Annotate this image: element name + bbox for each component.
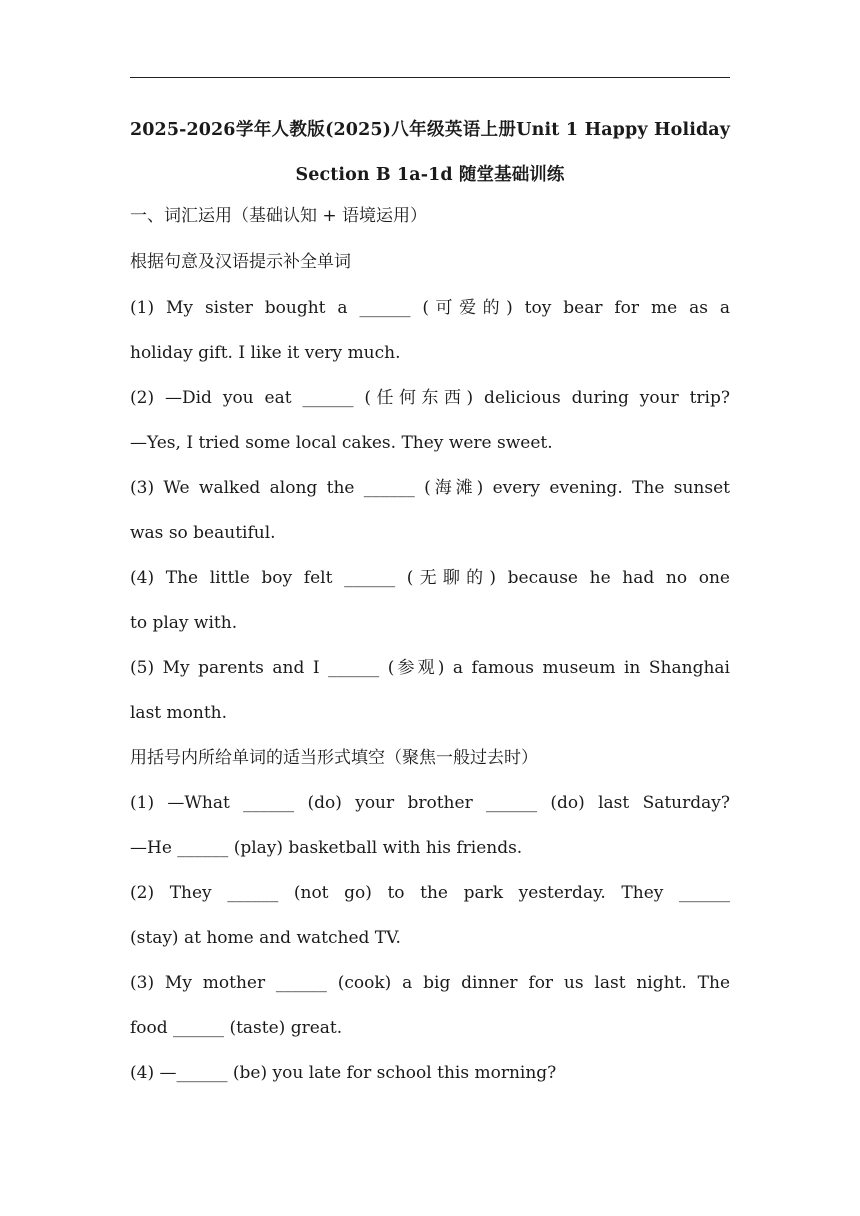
- question-a2-line1: (2) —Did you eat ______ (任何东西) delicious during your trip?: [130, 388, 730, 408]
- part-a-instruction: 根据句意及汉语提示补全单词: [130, 252, 351, 272]
- question-b2-line2: (stay) at home and watched TV.: [130, 928, 401, 948]
- question-b1-line2: —He ______ (play) basketball with his friends.: [130, 838, 523, 858]
- document-title-line2: Section B 1a-1d 随堂基础训练: [295, 165, 565, 185]
- section-heading: 一、词汇运用（基础认知 + 语境运用）: [130, 206, 428, 226]
- question-a3-line1: (3) We walked along the ______ (海滩) every evening. The sunset: [130, 478, 730, 498]
- question-b2-line1: (2) They ______ (not go) to the park yesterday. They ______: [130, 883, 730, 903]
- question-b1-line1: (1) —What ______ (do) your brother ______ (do) last Saturday?: [130, 793, 730, 813]
- question-a1-line1: (1) My sister bought a ______ (可爱的) toy bear for me as a: [130, 298, 730, 318]
- question-a2-line2: —Yes, I tried some local cakes. They were sweet.: [130, 433, 553, 453]
- top-rule: [130, 77, 730, 78]
- question-a3-line2: was so beautiful.: [130, 523, 276, 543]
- document-title-line1: 2025-2026学年人教版(2025)八年级英语上册Unit 1 Happy Holiday: [130, 120, 730, 140]
- question-a4-line2: to play with.: [130, 613, 238, 633]
- question-a4-line1: (4) The little boy felt ______ (无聊的) because he had no one: [130, 568, 730, 588]
- question-a5-line2: last month.: [130, 703, 228, 723]
- part-b-instruction: 用括号内所给单词的适当形式填空（聚焦一般过去时）: [130, 748, 538, 768]
- question-a1-line2: holiday gift. I like it very much.: [130, 343, 401, 363]
- question-b3-line2: food ______ (taste) great.: [130, 1018, 343, 1038]
- question-b4-line1: (4) —______ (be) you late for school this morning?: [130, 1063, 557, 1083]
- question-b3-line1: (3) My mother ______ (cook) a big dinner for us last night. The: [130, 973, 730, 993]
- question-a5-line1: (5) My parents and I ______ (参观) a famous museum in Shanghai: [130, 658, 730, 678]
